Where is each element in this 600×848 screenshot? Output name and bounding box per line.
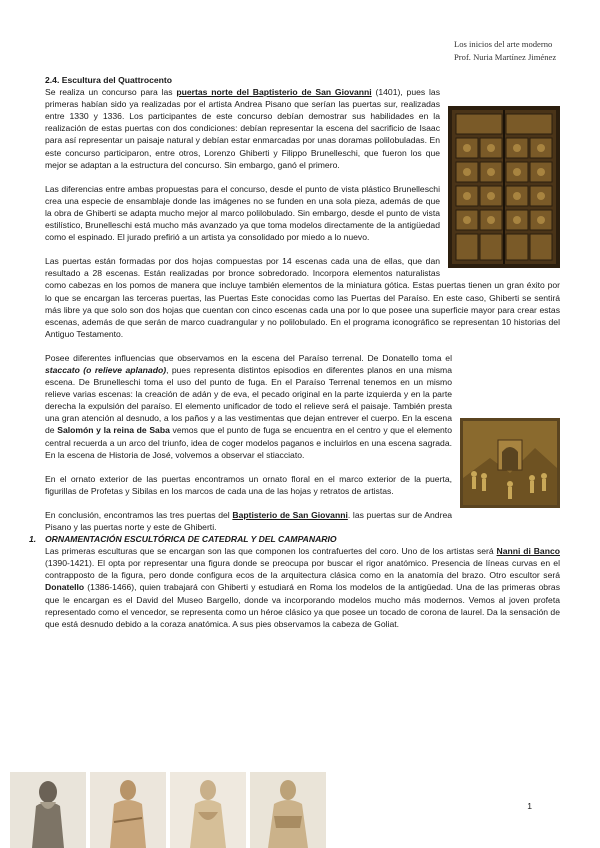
numbered-heading (29, 533, 560, 545)
statue-image-3 (170, 772, 246, 848)
paradise-relief-image (460, 418, 560, 508)
baptistery-north-door-image (448, 106, 560, 268)
term-salomon: Salomón y la reina de Saba (57, 425, 170, 436)
paragraph-ornament: En el ornato exterior de las puertas encontramos un ornato floral en el marco exterior de la puerta, figurillas de Profetas y Sibilas en los marcos de cada una de las hojas y retratos de artistas. (45, 473, 452, 496)
link-north-doors[interactable]: puertas norte del Baptisterio de San Giovanni (176, 87, 372, 98)
paragraph-cathedral-sculpture: Las primeras esculturas que se encargan son las que componen los contrafuertes del coro. Uno de los artistas será Nanni di Banco (1390-1421). El opta por representar una figura donde se preocupa por buscar el rigor anatómico. Presencia de líneas curvas en el contrapposto de la figura, pero donde configura ecos de la arquitectura clásica como en la anatomía del brazo. Otro escultor será Donatello (1386-1466), quien trabajará con Ghiberti y estudiará en Roma los modelos de la antigüedad. Una de las primeras obras que le encargan es el David del Museo Bargello, donde va incorporando modelos mucho más modernos. Vemos al joven profeta representado como el vencedor, se representa como un héroe clásico ya que posee un tocado de corona de laurel. Da la sensación de que está desnudo debido a la coraza anatómica. A sus pies observamos la cabeza de Goliat. (45, 546, 560, 629)
link-nanni-di-banco[interactable]: Nanni di Banco (496, 546, 560, 557)
document-body (29, 74, 560, 642)
heading-number: 1. (29, 534, 37, 545)
heading-title: ORNAMENTACIÓN ESCULTÓRICA DE CATEDRAL Y DEL CAMPANARIO (45, 534, 337, 545)
paragraph-differences: Las diferencias entre ambas propuestas para el concurso, desde el punto de vista plástico Brunelleschi crea una especie de ensamblaje donde las imágenes no se funden en una sola pieza, además de que la obra de Ghiberti se adapta mucho mejor al marco polilobulado. Sin embargo, desde el punto de vista estilístico, Brunelleschi está mucho más avanzado ya que toma modelos directamente de la antigüedad como el espinado. El jurado prefirió a un artista ya consolidado por miedo a lo nuevo. (45, 183, 440, 243)
term-staccato: staccato (o relieve aplanado) (45, 364, 167, 375)
statue-image-1 (10, 772, 86, 848)
paragraph-conclusion: En conclusión, encontramos las tres puertas del Baptisterio de San Giovanni. las puertas sur de Andrea Pisano y las puertas norte y este de Ghiberti. (45, 509, 453, 532)
section-title: 2.4. Escultura del Quattrocento (45, 75, 173, 85)
page-header (454, 38, 572, 64)
statue-image-strip (10, 772, 326, 848)
paragraph-doors-structure: Las puertas están formadas por dos hojas compuestas por 14 escenas cada una de ellas, que dan resultado a 28 escenas. Están realizadas por bronce sobredorado. Incorpora elementos naturalistas como cabezas en los pomos de manera que incluye también elementos de la miniatura gótica. Estas puertas tienen un gran éxito por lo que se encargan las terceras puertas, las Puertas Este conocidas como las Puertas del Paraíso. En este caso, Ghiberti se sentirá más libre ya que solo son dos hojas que cuentan con cinco escenas cada una por lo que posee una superficie mayor para crear estas escenas, además de que serán de marco cuadrangular y no polilobulado. En el programa iconográfico se representan 10 historias del Antiguo Testamento. (45, 256, 560, 339)
link-baptistery[interactable]: Baptisterio de San Giovanni (232, 509, 348, 520)
statue-image-4 (250, 772, 326, 848)
page-number: 1 (527, 801, 532, 811)
header-professor: Prof. Nuria Martínez Jiménez (454, 52, 557, 62)
paragraph-competition: Se realiza un concurso para las puertas norte del Baptisterio de San Giovanni (1401), pues las primeras habían sido ya realizadas por el artista Andrea Pisano que serían las puertas sur, realizadas entre 1330 y 1336. Los participantes de este concurso debían demostrar sus habilidades en la realización de estas puertas con dos condiciones: debían representar la escena del sacrificio de Isaac para así representar un paisaje natural y debían estar enmarcadas por unas doramas polilobuladas. En este concurso participaron, entre otros, Lorenzo Ghiberti y Filippo Brunelleschi, que fueron los que mejor se adaptan a la estructura del concurso. Sin embargo, ganó el primero. (45, 87, 440, 170)
statue-image-2 (90, 772, 166, 848)
paragraph-influences: Posee diferentes influencias que observamos en la escena del Paraíso terrenal. De Donatello toma el staccato (o relieve aplanado), pues representa distintos episodios en diferentes planos en una misma escena. De Brunelleschi toma el uso del punto de fuga. En el Paraíso Terrenal tenemos en un mismo relieve varias escenas: la creación de adán y de eva, el pecado original en la parte izquierda y en la parte derecha la expulsión del paraíso. El elemento unificador de todo el relieve será el paisaje. También presta una gran atención al desnudo, a los paños y a las vestimentas que dejan entrever el cuerpo. En la escena de Salomón y la reina de Saba vemos que el punto de fuga se encuentra en el centro y que el elemento central recuerda a un arco del triunfo, idea de coger modelos paganos e incluirlos en una escena sagrada. En la escena de Historia de José, volvemos a observar el stiacciato. (45, 352, 452, 460)
header-course-title: Los inicios del arte moderno (454, 39, 553, 49)
term-donatello: Donatello (45, 582, 85, 593)
